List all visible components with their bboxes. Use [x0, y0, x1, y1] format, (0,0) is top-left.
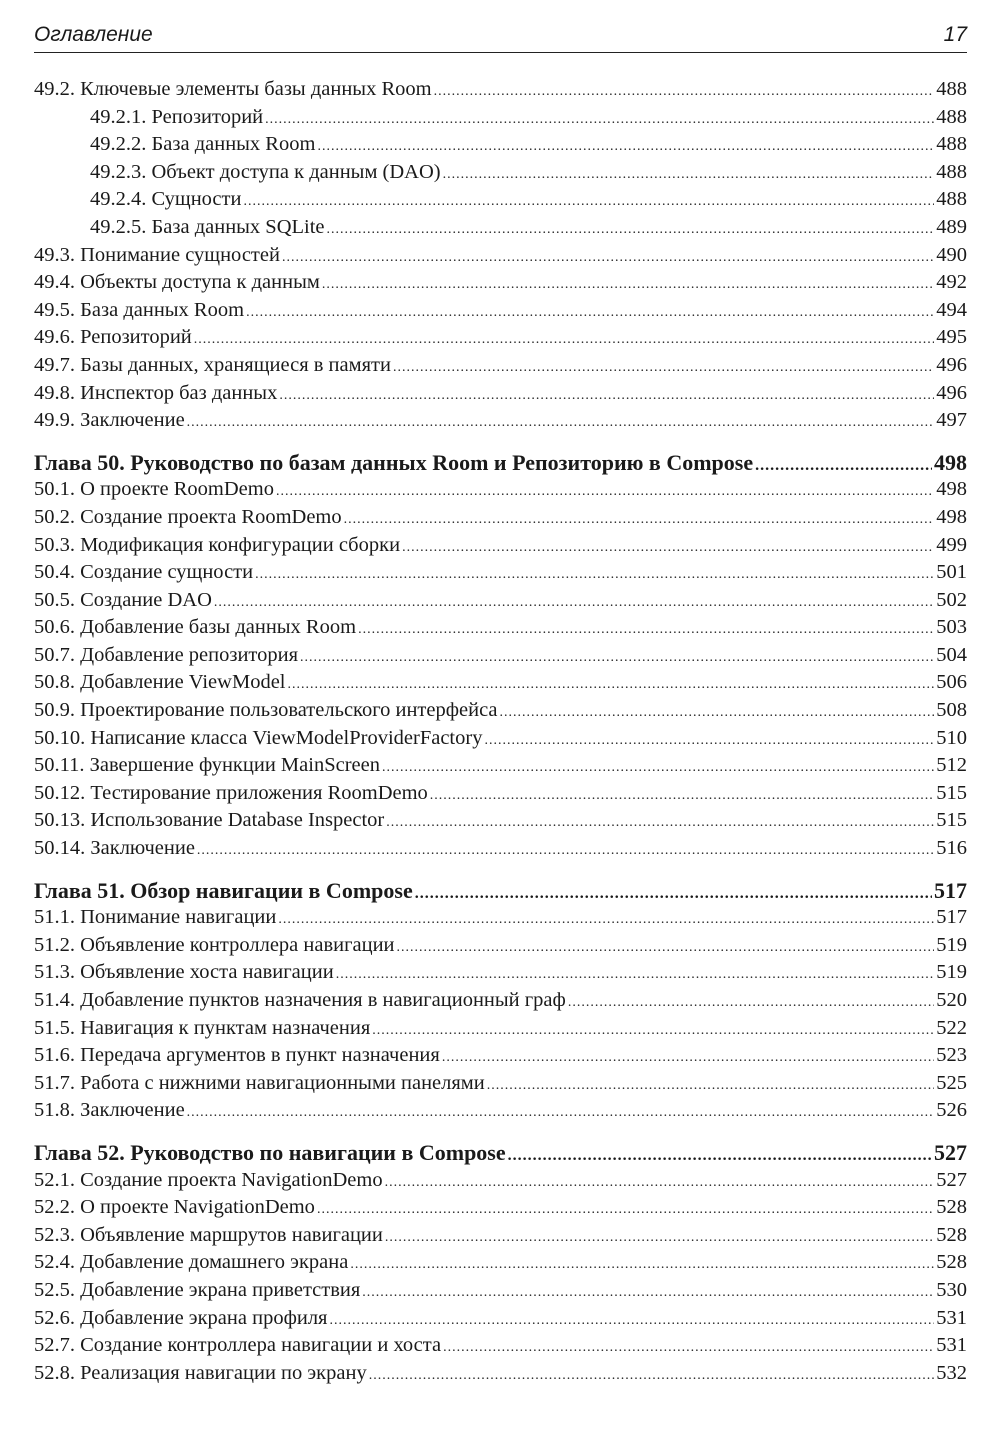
entry-title: 51.3. Объявление хоста навигации [34, 961, 334, 984]
toc-entry[interactable] [34, 1015, 967, 1043]
dot-leader [194, 326, 934, 354]
entry-page-number: 496 [936, 381, 967, 404]
dot-leader [369, 1362, 935, 1390]
entry-title: 50.10. Написание класса ViewModelProviderFactory [34, 726, 483, 749]
entry-page-number: 492 [936, 271, 967, 294]
page-header [34, 22, 967, 53]
entry-title: 50.14. Заключение [34, 837, 195, 860]
dot-leader [187, 409, 935, 437]
toc-entry[interactable] [34, 835, 967, 863]
entry-page-number: 531 [936, 1334, 967, 1357]
entry-page-number: 517 [936, 906, 967, 929]
toc-entry[interactable] [34, 1249, 967, 1277]
entry-title: 49.3. Понимание сущностей [34, 243, 280, 266]
toc-entry[interactable] [34, 987, 967, 1015]
toc-entry[interactable] [34, 1305, 967, 1333]
entry-title: 50.1. О проекте RoomDemo [34, 478, 274, 501]
dot-leader [265, 106, 934, 134]
entry-page-number: 489 [936, 215, 967, 238]
dot-leader [278, 906, 934, 934]
toc-entry[interactable] [34, 752, 967, 780]
entry-page-number: 515 [936, 781, 967, 804]
entry-title: 50.5. Создание DAO [34, 588, 212, 611]
toc-entry[interactable] [34, 959, 967, 987]
dot-leader [442, 1044, 934, 1072]
chapter-title: Глава 50. Руководство по базам данных Room и Репозиторию в Compose [34, 449, 754, 475]
entry-title: 49.5. База данных Room [34, 298, 245, 321]
entry-page-number: 494 [936, 298, 967, 321]
entry-title: 51.1. Понимание навигации [34, 906, 277, 929]
dot-leader [372, 1017, 934, 1045]
toc-entry[interactable] [34, 587, 967, 615]
entry-page-number: 522 [936, 1016, 967, 1039]
entry-page-number: 506 [936, 671, 967, 694]
entry-title: 51.7. Работа с нижними навигационными панелями [34, 1071, 485, 1094]
toc-entry[interactable] [34, 1194, 967, 1222]
entry-title: 50.12. Тестирование приложения RoomDemo [34, 781, 428, 804]
entry-title: 50.11. Завершение функции MainScreen [34, 754, 380, 777]
dot-leader [317, 133, 934, 161]
toc-entry[interactable] [34, 1070, 967, 1098]
dot-leader [279, 382, 934, 410]
entry-title: 49.2.5. База данных SQLite [90, 215, 325, 238]
entry-title: 51.2. Объявление контроллера навигации [34, 933, 395, 956]
toc-entry[interactable] [34, 76, 967, 104]
dot-leader [214, 589, 934, 617]
entry-title: 52.6. Добавление экрана профиля [34, 1306, 328, 1329]
entry-page-number: 530 [936, 1278, 967, 1301]
dot-leader [276, 478, 934, 506]
chapter-page-number: 498 [934, 449, 967, 475]
entry-page-number: 488 [936, 105, 967, 128]
table-of-contents [34, 76, 967, 1387]
entry-page-number: 528 [936, 1251, 967, 1274]
dot-leader [508, 1142, 932, 1170]
entry-page-number: 488 [936, 78, 967, 100]
toc-entry[interactable] [34, 324, 967, 352]
entry-page-number: 528 [936, 1196, 967, 1219]
toc-entry[interactable] [34, 269, 967, 297]
entry-title: 50.8. Добавление ViewModel [34, 671, 286, 694]
entry-page-number: 520 [936, 989, 967, 1011]
entry-page-number: 503 [936, 616, 967, 639]
toc-entry[interactable] [34, 476, 967, 504]
toc-subentry[interactable] [34, 104, 967, 132]
chapter-heading[interactable] [34, 1139, 967, 1167]
toc-entry[interactable] [34, 697, 967, 725]
toc-entry[interactable] [34, 669, 967, 697]
entry-page-number: 495 [936, 326, 967, 349]
entry-page-number: 519 [936, 933, 967, 956]
dot-leader [402, 534, 934, 562]
toc-entry[interactable] [34, 407, 967, 435]
entry-title: 52.7. Создание контроллера навигации и хоста [34, 1334, 442, 1357]
entry-page-number: 501 [936, 561, 967, 584]
toc-subentry[interactable] [34, 214, 967, 242]
toc-entry[interactable] [34, 642, 967, 670]
entry-title: 49.2.1. Репозиторий [90, 105, 264, 128]
entry-page-number: 532 [936, 1361, 967, 1384]
entry-title: 49.9. Заключение [34, 409, 185, 432]
dot-leader [300, 644, 934, 672]
dot-leader [322, 271, 934, 299]
entry-title: 52.2. О проекте NavigationDemo [34, 1196, 315, 1219]
entry-title: 52.8. Реализация навигации по экрану [34, 1361, 367, 1384]
toc-entry[interactable] [34, 1277, 967, 1305]
entry-page-number: 510 [936, 726, 967, 749]
toc-entry[interactable] [34, 1167, 967, 1195]
entry-title: 49.2.3. Объект доступа к данным (DAO) [90, 160, 441, 183]
entry-title: 49.2.4. Сущности [90, 188, 242, 211]
toc-entry[interactable] [34, 352, 967, 380]
dot-leader [415, 880, 932, 908]
dot-leader [397, 934, 935, 962]
entry-page-number: 528 [936, 1223, 967, 1246]
entry-title: 51.6. Передача аргументов в пункт назначения [34, 1044, 440, 1067]
dot-leader [243, 188, 934, 216]
entry-page-number: 508 [936, 699, 967, 722]
entry-page-number: 504 [936, 643, 967, 666]
dot-leader [430, 782, 934, 810]
dot-leader [350, 1251, 934, 1279]
running-title: Оглавление [34, 23, 153, 46]
dot-leader [288, 671, 935, 699]
toc-entry[interactable] [34, 532, 967, 560]
entry-title: 52.1. Создание проекта NavigationDemo [34, 1168, 383, 1191]
entry-page-number: 488 [936, 133, 967, 156]
dot-leader [385, 1224, 934, 1252]
dot-leader [500, 699, 935, 727]
dot-leader [755, 452, 932, 480]
dot-leader [487, 1072, 935, 1100]
entry-title: 49.2.2. База данных Room [90, 133, 316, 156]
entry-page-number: 488 [936, 188, 967, 211]
entry-title: 50.3. Модификация конфигурации сборки [34, 533, 401, 556]
toc-entry[interactable] [34, 904, 967, 932]
dot-leader [443, 1334, 934, 1362]
toc-entry[interactable] [34, 1332, 967, 1360]
entry-page-number: 498 [936, 505, 967, 528]
entry-title: 49.2. Ключевые элементы базы данных Room [34, 78, 432, 100]
entry-title: 50.6. Добавление базы данных Room [34, 616, 357, 639]
toc-entry[interactable] [34, 504, 967, 532]
dot-leader [336, 961, 935, 989]
entry-title: 52.4. Добавление домашнего экрана [34, 1251, 349, 1274]
entry-page-number: 515 [936, 809, 967, 832]
toc-entry[interactable] [34, 242, 967, 270]
toc-entry[interactable] [34, 380, 967, 408]
entry-page-number: 519 [936, 961, 967, 984]
chapter-heading[interactable] [34, 449, 967, 477]
entry-title: 49.4. Объекты доступа к данным [34, 271, 320, 294]
entry-title: 52.3. Объявление маршрутов навигации [34, 1223, 383, 1246]
entry-title: 50.7. Добавление репозитория [34, 643, 299, 666]
entry-page-number: 531 [936, 1306, 967, 1329]
dot-leader [344, 506, 935, 534]
entry-page-number: 490 [936, 243, 967, 266]
dot-leader [382, 754, 934, 782]
dot-leader [386, 809, 934, 837]
chapter-page-number: 517 [934, 877, 967, 903]
entry-title: 51.5. Навигация к пунктам назначения [34, 1016, 371, 1039]
entry-title: 50.2. Создание проекта RoomDemo [34, 505, 342, 528]
toc-entry[interactable] [34, 1222, 967, 1250]
entry-title: 51.4. Добавление пунктов назначения в навигационный граф [34, 989, 566, 1011]
toc-entry[interactable] [34, 1042, 967, 1070]
chapter-title: Глава 52. Руководство по навигации в Compose [34, 1139, 506, 1165]
toc-entry[interactable] [34, 297, 967, 325]
entry-title: 49.6. Репозиторий [34, 326, 192, 349]
dot-leader [317, 1196, 934, 1224]
entry-page-number: 527 [936, 1168, 967, 1191]
entry-page-number: 497 [936, 409, 967, 432]
chapter-heading[interactable] [34, 877, 967, 905]
dot-leader [443, 161, 935, 189]
entry-page-number: 512 [936, 754, 967, 777]
entry-title: 49.7. Базы данных, хранящиеся в памяти [34, 353, 391, 376]
dot-leader [282, 244, 934, 272]
entry-page-number: 525 [936, 1071, 967, 1094]
entry-page-number: 502 [936, 588, 967, 611]
dot-leader [434, 78, 935, 106]
dot-leader [327, 216, 935, 244]
toc-entry[interactable] [34, 932, 967, 960]
toc-entry[interactable] [34, 1097, 967, 1125]
entry-title: 50.4. Создание сущности [34, 561, 254, 584]
dot-leader [246, 299, 934, 327]
toc-entry[interactable] [34, 780, 967, 808]
dot-leader [385, 1169, 935, 1197]
dot-leader [358, 616, 934, 644]
toc-entry[interactable] [34, 559, 967, 587]
chapter-page-number: 527 [934, 1139, 967, 1165]
dot-leader [484, 727, 934, 755]
dot-leader [393, 354, 934, 382]
toc-subentry[interactable] [34, 131, 967, 159]
entry-title: 51.8. Заключение [34, 1099, 185, 1122]
entry-page-number: 516 [936, 837, 967, 860]
entry-page-number: 496 [936, 353, 967, 376]
dot-leader [197, 837, 934, 865]
dot-leader [187, 1099, 935, 1127]
entry-title: 52.5. Добавление экрана приветствия [34, 1278, 361, 1301]
page-number: 17 [943, 23, 967, 46]
entry-title: 50.9. Проектирование пользовательского интерфейса [34, 699, 498, 722]
entry-page-number: 488 [936, 160, 967, 183]
entry-page-number: 499 [936, 533, 967, 556]
dot-leader [568, 989, 934, 1017]
toc-subentry[interactable] [34, 186, 967, 214]
dot-leader [362, 1279, 934, 1307]
entry-page-number: 523 [936, 1044, 967, 1067]
entry-page-number: 526 [936, 1099, 967, 1122]
dot-leader [255, 561, 934, 589]
entry-page-number: 498 [936, 478, 967, 501]
dot-leader [329, 1307, 934, 1335]
toc-entry[interactable] [34, 725, 967, 753]
chapter-title: Глава 51. Обзор навигации в Compose [34, 877, 413, 903]
entry-title: 49.8. Инспектор баз данных [34, 381, 278, 404]
toc-entry[interactable] [34, 614, 967, 642]
entry-title: 50.13. Использование Database Inspector [34, 809, 385, 832]
toc-subentry[interactable] [34, 159, 967, 187]
toc-entry[interactable] [34, 807, 967, 835]
toc-entry[interactable] [34, 1360, 967, 1388]
